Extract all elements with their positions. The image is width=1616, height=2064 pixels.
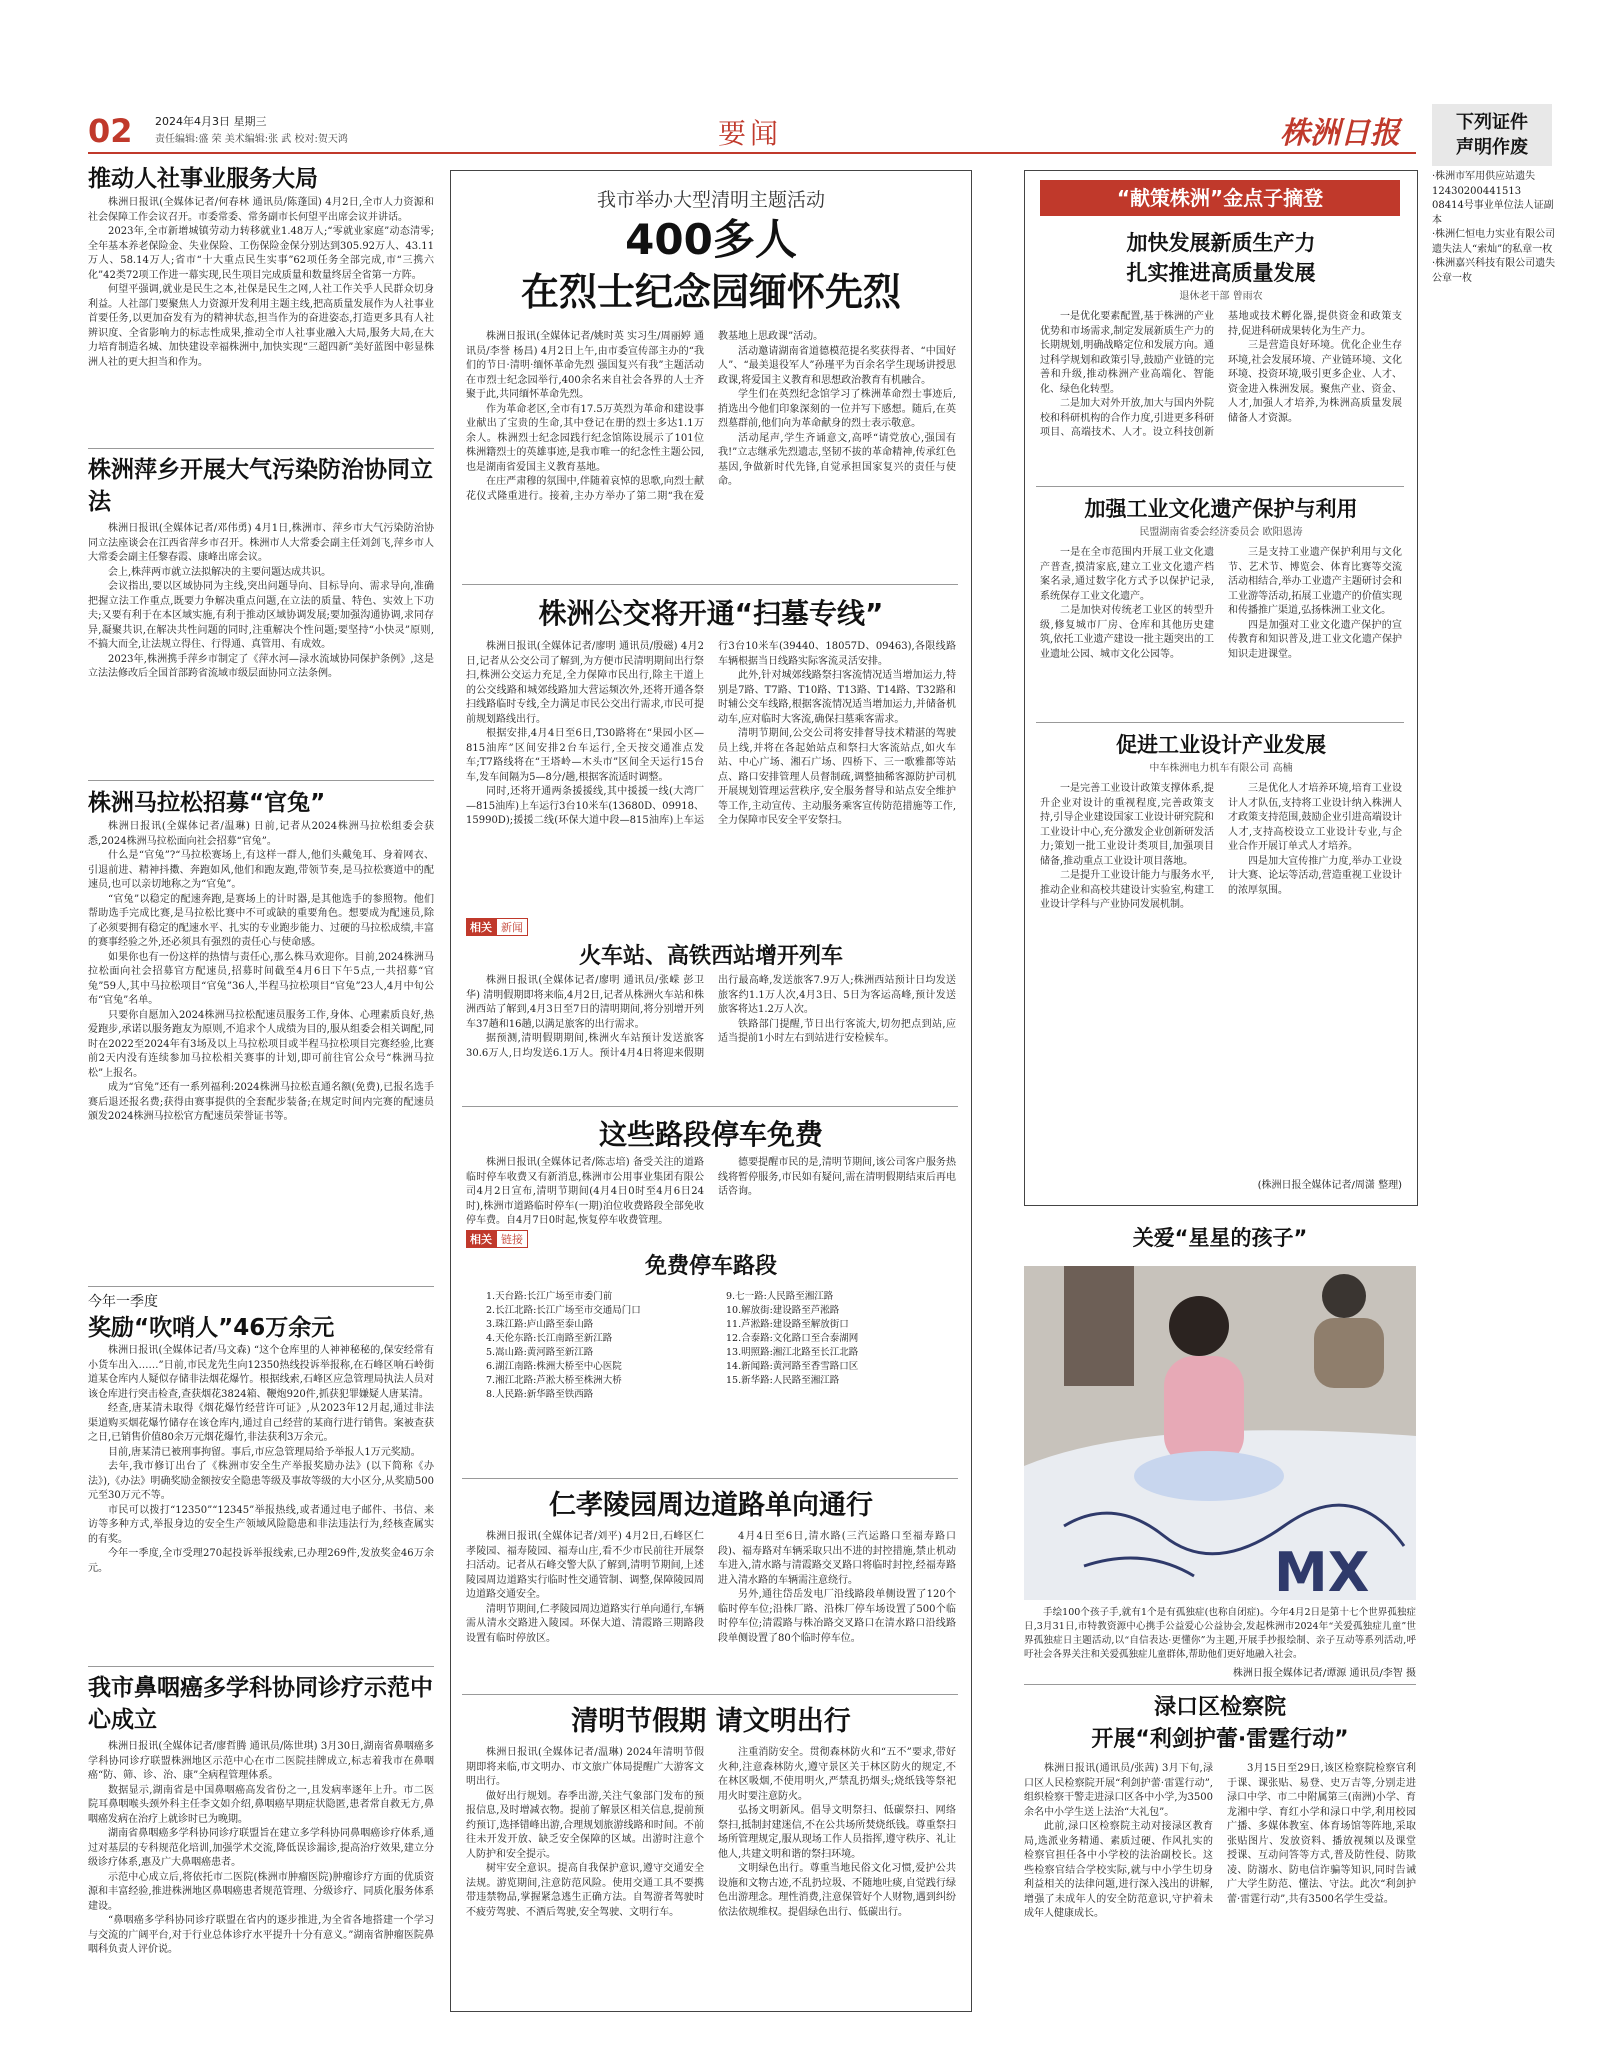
- paragraph: 另外,通往岱岳发电厂沿线路段单侧设置了120个临时停车位;沿株厂路、沿株厂停车场设置了500个临时停车位;清霞路与株冶路交叉路口在清水路口沿线路段单侧设置了80个临时停车位。: [718, 1589, 956, 1644]
- bus-body: [466, 640, 956, 829]
- divider: [462, 1478, 958, 1479]
- list-item: 6.湖江南路:株洲大桥至中心医院: [486, 1361, 622, 1372]
- paragraph: 二是提升工业设计能力与服务水平,推动企业和高校共建设计实验室,构建工业设计学科与产业协同发展机制。: [1040, 870, 1214, 910]
- article-title: 仁孝陵园周边道路单向通行: [549, 1490, 873, 1521]
- paragraph: 成为“官兔”还有一系列福利:2024株洲马拉松直通名额(免费),已报名选手赛后退还报名费;获得由赛事提供的全套配步装备;在规定时间内完赛的配速员颁发2024株洲马拉松官方配速员荣誉证书等。: [88, 1082, 434, 1122]
- paragraph: 株洲日报讯(通讯员/张茜) 3月下旬,渌口区人民检察院开展“利剑护蕾·雷霆行动”,组织检察干警走进渌口区各中小学,为3500余名中小学生送上法治“大礼包”。: [1024, 1763, 1213, 1818]
- list-item: 14.新闻路:黄河路至香雪路口区: [726, 1361, 859, 1372]
- paragraph: 2023年,株洲携手萍乡市制定了《萍水河—渌水流域协同保护条例》,这是立法法修改后全国首部跨省流域市级层面协同立法条例。: [88, 653, 434, 679]
- date-line: 2024年4月3日 星期三: [155, 115, 267, 128]
- lead-article: [466, 186, 956, 504]
- article-title: 火车站、高铁西站增开列车: [578, 944, 843, 969]
- list-item: 13.明照路:湘江北路至长江北路: [726, 1347, 859, 1358]
- list-title: 免费停车路段: [644, 1254, 777, 1279]
- paragraph: 三是营造良好环境。优化企业生存环境,社会发展环境、产业链环境、文化环境、投资环境,吸引更多企业、人才、资金进入株洲发展。聚焦产业、资金、人才,加强人才培养,为株洲高质量发展储备人才资源。: [1228, 340, 1402, 424]
- parking-body: [466, 1156, 956, 1229]
- article-marathon: [88, 786, 434, 1125]
- divider: [1036, 486, 1404, 487]
- paragraph: 只要你自愿加入2024株洲马拉松配速员服务工作,身体、心理素质良好,热爱跑步,承诺以服务跑友为原则,不追求个人成绩为目的,服从组委会相关调配,同时在2022至2024年有3场及以上马拉松项目或半程马拉松项目完赛经验,比赛前2天内没有连续参加马拉松相关赛事的计划,即可前往官公众号“株洲马拉松”上报名。: [88, 1009, 434, 1079]
- paragraph: “官兔”以稳定的配速奔跑,是赛场上的计时器,是其他选手的参照物。他们帮助选手完成比赛,是马拉松比赛中不可或缺的重要角色。想要成为配速员,除了必须要拥有稳定的配速水平、扎实的专业跑步能力、过硬的马拉松成绩,丰富的赛事经验之外,还必须具有强烈的责任心与使命感。: [88, 893, 434, 948]
- paragraph: 株洲日报讯(全媒体记者/廖明 通讯员/殷磁) 4月2日,记者从公交公司了解到,为方便市民清明期间出行祭扫,株洲公交运力充足,全力保障市民出行,除主干道上的公交线路和城郊线路加大营运频次外,还将开通各祭扫线路临时专线,全力满足市民公交出行需求,市民可提前规划路线出行。: [466, 641, 704, 725]
- article-air-pollution: [88, 454, 434, 682]
- byline: 中车株洲电力机车有限公司 高楠: [1149, 763, 1293, 774]
- article-procuratorate: [1024, 1692, 1416, 1922]
- civil-body: [466, 1746, 956, 1920]
- list-item: 2.长江北路:长江广场至市交通局门口: [486, 1305, 641, 1316]
- paragraph: 做好出行规划。春季出游,关注气象部门发布的预报信息,及时增减衣物。提前了解景区相关信息,提前预约预订,选择错峰出游,合理规划旅游线路和时间。不前往未开发开放、缺乏安全保障的区域。出游时注意个人防护和安全提示。: [466, 1790, 704, 1860]
- lead-kicker: 我市举办大型清明主题活动: [596, 189, 825, 211]
- paragraph: 会议指出,要以区域协同为主线,突出问题导向、目标导向、需求导向,准确把握立法工作重点,既要力争解决重点问题,在立法的质量、特色、实效上下功夫;又要有利于在本区域实施,有利于推动区域协调发展;要加强沟通协调,求同存异,凝聚共识,在解决共性问题的同时,注重解决个性问题;要坚持“小快灵”原则,不搞大而全,让法规立得住、行得通、真管用、有成效。: [88, 581, 434, 650]
- parking-road-list: [466, 1290, 956, 1402]
- notice-item: ·株洲嘉兴科技有限公司遗失公章一枚: [1432, 258, 1556, 284]
- cemetery-body: [466, 1530, 956, 1646]
- paragraph: 三是优化人才培养环境,培育工业设计人才队伍,支持将工业设计纳入株洲人才政策支持范围,鼓励企业引进高端设计人才,支持高校设立工业设计专业,与企业合作开展订单式人才培养。: [1228, 783, 1402, 852]
- paragraph: 据预测,清明假期期间,株洲火车站预计发送旅客30.6万人,日均发送6.1万人。预计4月4日将迎来假期出行最高峰,发送旅客7.9万人;株洲西站预计日均发送旅客约1.1万人次,4月3日、5日为客运高峰,预计发送旅客将达1.2万人次。: [466, 975, 956, 1059]
- idea-body: [1040, 782, 1402, 913]
- paragraph: 弘扬文明新风。倡导文明祭扫、低碳祭扫、网络祭扫,抵制封建迷信,不在公共场所焚烧纸钱。尊重祭扫场所管理规定,服从现场工作人员指挥,遵守秩序、礼让他人,共建文明和谐的祭扫环境。: [718, 1805, 956, 1860]
- divider: [462, 584, 958, 585]
- paragraph: 文明绿色出行。尊重当地民俗文化习惯,爱护公共设施和文物古迹,不乱扔垃圾、不随地吐痰,自觉践行绿色出游理念。理性消费,注意保管好个人财物,遇到纠纷依法依规维权。提倡绿色出行、低碳出行。: [718, 1863, 956, 1918]
- article-title: 清明节假期 请文明出行: [571, 1706, 851, 1737]
- paragraph: 3月15日至29日,该区检察院检察官利于课、课张贴、易登、史万吉等,分别走进渌口中学、市二中附属第三(南洲)小学、育龙湘中学、育红小学和渌口中学,利用校园广播、多媒体教室、体育场馆等阵地,采取张贴图片、发放资料、播放视频以及课堂授课、互动问答等方式,普及防性侵、防欺凌、防溺水、防电信诈骗等知识,同时告诫广大学生防范、懂法、守法。此次“利剑护蕾·雷霆行动”,共有3500名学生受益。: [1227, 1763, 1416, 1905]
- paragraph: 目前,唐某清已被刑事拘留。事后,市应急管理局给予举报人1万元奖励。: [108, 1446, 421, 1458]
- article-kicker: 今年一季度: [88, 1294, 158, 1310]
- paragraph: 学生们在英烈纪念馆学习了株洲革命烈士事迹后,捎选出今他们印象深刻的一位并写下感想。随后,在英烈墓群前,他们向为革命献身的烈士表示敬意。: [718, 389, 956, 429]
- lead-title-2: 在烈士纪念园缅怀先烈: [520, 270, 901, 314]
- paragraph: 树牢安全意识。提高自我保护意识,遵守交通安全法规。游览期间,注意防范风险。使用交通工具不要携带违禁物品,掌握紧急逃生正确方法。自驾游者驾驶时不疲劳驾驶、不酒后驾驶,安全驾驶、文明行车。: [466, 1863, 704, 1918]
- paragraph: 会上,株萍两市就立法拟解决的主要问题达成共识。: [108, 566, 332, 578]
- idea-body: [1040, 546, 1402, 662]
- paragraph: 活动尾声,学生齐诵意文,高呼“请党放心,强国有我!”立志继承先烈遗志,坚韧不拔的革命精神,传承红色基因,争做新时代先锋,自觉承担国家复兴的责任与使命。: [718, 432, 956, 487]
- procuratorate-body: [1024, 1762, 1416, 1922]
- divider: [462, 1694, 958, 1695]
- paragraph: 清明节期间,公交公司将安排督导技术精湛的驾驶员上线,并将在各起始站点和祭扫大客流站点,如火车站、中心广场、湘石广场、四桥下、三一歌雅都等站点、路口安排管理人员督制疏,调整抽稀客源防护司机开展规划管理运营秩序,安全服务督导和站点安全维护等工作,主动宣传、主动服务乘客宣传防范措施等工作,全力保障市民安全平安祭扫。: [718, 728, 956, 826]
- divider: [88, 1666, 434, 1667]
- list-item: 3.珠江路:庐山路至泰山路: [486, 1319, 594, 1330]
- paragraph: 活动邀请湖南省道德模范提名奖获得者、“中国好人”、“最美退役军人”孙瑾平为百余名学生现场讲授思政课,将爱国主义教育和思想政治教育有机融合。: [718, 345, 956, 386]
- paragraph: 数据显示,湖南省是中国鼻咽癌高发省份之一,且发病率逐年上升。市二医院耳鼻咽喉头颈外科主任李文如介绍,鼻咽癌早期症状隐匿,患者常自救无方,鼻咽癌发病在治疗上就诊时已为晚期。: [88, 1784, 434, 1825]
- divider: [88, 780, 434, 781]
- masthead-logo: 株洲日报: [1280, 116, 1400, 151]
- photo-story-title: 关爱“星星的孩子”: [1132, 1226, 1308, 1250]
- tag-related: 相关: [466, 918, 496, 936]
- paragraph: 株洲日报讯(全媒体记者/何春林 通讯员/陈蓬国) 4月2日,全市人力资源和社会保障工作会议召开。市委常委、常务副市长何望平出席会议并讲话。: [88, 197, 434, 223]
- header-rule: [88, 152, 1416, 154]
- photo-children-drawing: [1024, 1266, 1416, 1600]
- idea-industrial-design: [1040, 730, 1402, 913]
- article-title: 株洲公交将开通“扫墓专线”: [538, 597, 884, 630]
- paragraph: 今年一季度,全市受理270起投诉举报线索,已办理269件,发放奖金46万余元。: [88, 1548, 434, 1574]
- paragraph: 三是支持工业遗产保护利用与文化节、艺术节、博览会、体育比赛等交流活动相结合,举办工业遗产主题研讨会和工业游等活动,拓展工业遗产的价值实现和传播推广渠道,弘扬株洲工业文化。: [1228, 547, 1402, 616]
- related-news-tag: [466, 916, 528, 936]
- paragraph: 株洲日报讯(全媒体记者/陈志培) 备受关注的道路临时停车收费又有新消息,株洲市公用事业集团有限公司4月2日宣布,清明节期间(4月4日0时至4月6日24时),株洲市道路临时停车(一期)泊位收费路段全部免收停车费。自4月7日0时起,恢复停车收费管理。: [466, 1157, 704, 1226]
- article-title-2: 扎实推进高质量发展: [1126, 261, 1316, 285]
- article-title: 推动人社事业服务大局: [88, 166, 318, 192]
- paragraph: 去年,我市修订出台了《株洲市安全生产举报奖励办法》(以下简称《办法》),《办法》明确奖励金额按安全隐患等级及事故等级的大小区分,从奖励500元至30万元不等。: [88, 1461, 434, 1501]
- notice-item: ·株洲仁恒电力实业有限公司遗失法人“索灿”的私章一枚: [1432, 229, 1556, 255]
- svg-text:MX: MX: [1274, 1541, 1370, 1600]
- paragraph: 根据安排,4月4日至6日,T30路将在“果园小区—815油库”区间安排2台车运行,全天按交通准点发车;T7路线将在“王塔岭—木头市”区间全天运行15台车,发车间隔为5—8分/趟,根据客流适时调整。: [466, 728, 704, 783]
- paragraph: 作为革命老区,全市有17.5万英烈为革命和建设事业献出了宝贵的生命,其中登记在册的烈士多达1.1万余人。株洲烈士纪念园践行纪念馆陈设展示了101位株洲籍烈士的英雄事迹,是我市唯一的纪念性主题公园,也是湖南省爱国主义教育基地。: [466, 403, 704, 473]
- divider: [462, 1106, 958, 1107]
- divider: [88, 448, 434, 449]
- article-title-2: 开展“利剑护蕾·雷霆行动”: [1091, 1727, 1349, 1752]
- byline: 退休老干部 曾雨农: [1179, 291, 1263, 302]
- article-title: 株洲萍乡开展大气污染防治协同立法: [88, 457, 433, 515]
- paragraph: 注重消防安全。贯彻森林防火和“五不”要求,带好火种,注意森林防火,遵守景区关于林区防火的规定,不在林区吸烟,不使用明火,严禁乱扔烟头;烧纸钱等祭祀用火时要注意防火。: [718, 1747, 956, 1802]
- article-trains: [466, 940, 956, 1061]
- article-title: 促进工业设计产业发展: [1116, 733, 1326, 757]
- paragraph: 株洲日报讯(全媒体记者/温琳) 2024年清明节假期即将来临,市文明办、市文旅广体局提醒广大游客文明出行。: [466, 1747, 704, 1787]
- byline: 民盟湖南省委会经济委员会 欧阳恩涛: [1139, 527, 1303, 538]
- list-item: 5.嵩山路:黄河路至新江路: [486, 1347, 594, 1358]
- paragraph: 株洲日报讯(全媒体记者/廖明 通讯员/张嵘 彭卫华) 清明假期即将来临,4月2日,记者从株洲火车站和株洲西站了解到,4月3日至7日的清明期间,将分别增开列车37趟和16趟,以满足旅客的出行需求。: [466, 975, 704, 1030]
- article-parking: [466, 1114, 956, 1229]
- paragraph: 四是加强对工业文化遗产保护的宣传教育和知识普及,进工业文化遗产保护知识走进课堂。: [1228, 619, 1402, 660]
- tag-related: 相关: [466, 1230, 496, 1248]
- paragraph: 清明节期间,仁孝陵园周边道路实行单向通行,车辆需从清水交路进入陵园。环保大道、清霞路三期路段设置有临时停放区。: [466, 1603, 704, 1644]
- paragraph: 在庄严肃穆的氛围中,伴随着哀悼的思歌,向烈士献花仪式隆重进行。接着,主办方举办了第二期“我在爱教基地上思政课”活动。: [466, 331, 824, 502]
- paragraph: 株洲日报讯(全媒体记者/廖哲腾 通讯员/陈世琪) 3月30日,湖南省鼻咽癌多学科协同诊疗联盟株洲地区示范中心在市二医院挂牌成立,标志着我市在鼻咽癌“防、筛、诊、治、康”全病程管理体系。: [88, 1741, 434, 1781]
- free-parking-list: [466, 1250, 956, 1402]
- notice-box: [1432, 104, 1552, 166]
- article-title: 这些路段停车免费: [598, 1118, 823, 1151]
- paragraph: 何望平强调,就业是民生之本,社保是民生之网,人社工作关乎人民群众切身利益。人社部门要聚焦人力资源开发利用主题主线,把高质量发展作为人社事业首要任务,以更加奋发有为的精神状态,担当作为的奋进姿态,打造更多具有人社辨识度、全省影响力的标志性成果,推动全市人社事业融入大局,服务大局,在大力培育制造名城、加快建设幸福株洲中,加快实现“三超四新”美好蓝图中彰显株洲人社的更大担当和作为。: [88, 284, 434, 368]
- paragraph: 一是优化要素配置,基于株洲的产业优势和市场需求,制定发展新质生产力的长期规划,明确战略定位和发展方向。通过科学规划和政策引导,鼓励产业链的完善和升级,推动株洲产业高端化、智能化、绿色化转型。: [1040, 311, 1214, 395]
- article-title: 我市鼻咽癌多学科协同诊疗示范中心成立: [88, 1675, 433, 1733]
- article-civil-travel: [466, 1702, 956, 1920]
- notice-title-1: 下列证件: [1456, 112, 1528, 133]
- lead-body: [466, 330, 956, 504]
- tag-news: 新闻: [496, 918, 528, 936]
- article-whistleblower: [88, 1292, 434, 1576]
- article-bus: [466, 592, 956, 829]
- paragraph: 株洲日报讯(全媒体记者/邓伟勇) 4月1日,株洲市、萍乡市大气污染防治协同立法座谈会在江西省萍乡市召开。株洲市人大常委会副主任刘剑飞,萍乡市人大常委会副主任黎春霞、康峰出席会议。: [88, 523, 434, 563]
- children-drawing-illustration: [1024, 1266, 1416, 1600]
- divider: [1036, 722, 1404, 723]
- page-number: 02: [88, 112, 133, 150]
- paragraph: 二是加大对外开放,加大与国内外院校和科研机构的合作力度,引进更多科研项目、高端技术、人才。设立科技创新基地或技术孵化器,提供资金和政策支持,促进科研成果转化为生产力。: [1040, 311, 1402, 438]
- paragraph: 此前,渌口区检察院主动对接渌区教育局,选派业务精通、素质过硬、作风扎实的检察官担任各中小学校的法治副校长。这些检察官结合学校实际,就与中小学生切身利益相关的法律问题,进行深入浅出的讲解,增强了未成年人的安全防范意识,守护着未成年人健康成长。: [1024, 1821, 1213, 1919]
- paragraph: 一是完善工业设计政策支撑体系,提升企业对设计的重视程度,完善政策支持,引导企业建设国家工业设计研究院和工业设计中心,充分激发企业创新研发活力;策划一批工业设计类项目,加强项目储备,推动重点工业设计项目落地。: [1040, 783, 1214, 867]
- paragraph: 4月4日至6日,清水路(三汽运路口至福寿路口段)、福寿路对车辆采取只出不进的封控措施,禁止机动车进入,清水路与清霞路交叉路口将临时封控,经福寿路进入清水路的车辆需注意绕行。: [718, 1531, 956, 1586]
- paragraph: 株洲日报讯(全媒体记者/温琳) 日前,记者从2024株洲马拉松组委会获悉,2024株洲马拉松面向社会招募“官兔”。: [88, 821, 434, 847]
- paragraph: 四是加大宣传推广力度,举办工业设计大赛、论坛等活动,营造重视工业设计的浓厚氛围。: [1228, 855, 1402, 896]
- article-cemetery-roads: [466, 1486, 956, 1646]
- photo-credit: 株洲日报全媒体记者/谭源 通讯员/李智 摄: [1232, 1668, 1416, 1679]
- paragraph: 2023年,全市新增城镇劳动力转移就业1.48万人;“零就业家庭”动态清零;全年基本养老保险金、失业保险、工伤保险金保分别达到305.92万人、43.11万人、58.14万人;省市“十大重点民生实事”62项任务全部完成,市“三携六化”42类72项工作进一幕实现,民生项目完成质量和数量终居全省第一方阵。: [88, 226, 434, 281]
- idea-industrial-heritage: [1040, 494, 1402, 662]
- list-item: 1.天台路:长江广场至市委门前: [486, 1291, 613, 1302]
- article-cancer-center: [88, 1672, 434, 1958]
- paragraph: 经查,唐某清未取得《烟花爆竹经营许可证》,从2023年12月起,通过非法渠道购买烟花爆竹储存在该仓库内,通过自己经营的某商行进行销售。案被查获之日,已销售价值80余万元烟花爆竹,非法获利3万余元。: [88, 1403, 434, 1443]
- article-title-1: 渌口区检察院: [1153, 1695, 1286, 1720]
- list-item: 4.天伦东路:长江南路至新江路: [486, 1333, 613, 1344]
- ideas-signoff: (株洲日报全媒体记者/周潇 整理): [1257, 1180, 1402, 1191]
- divider: [1024, 1684, 1416, 1685]
- list-item: 15.新华路:人民路至湘江路: [726, 1375, 840, 1386]
- article-title: 加强工业文化遗产保护与利用: [1084, 497, 1358, 521]
- paragraph: 湖南省鼻咽癌多学科协同诊疗联盟旨在建立多学科协同鼻咽癌诊疗体系,通过对基层的专科规范化培训,加强学术交流,降低误诊漏诊,提高治疗效果,建立分级诊疗体系,惠及广大鼻咽癌患者。: [88, 1828, 434, 1868]
- list-item: 11.芦淞路:建设路至解放街口: [726, 1319, 849, 1330]
- ideas-banner: “献策株洲”金点子摘登: [1040, 180, 1400, 216]
- article-hr-meeting: [88, 162, 434, 370]
- paragraph: 二是加快对传统老工业区的转型升级,修复城市厂房、仓库和其他历史建筑,依托工业遗产建设一批主题突出的工业遗址公园、城市文化公园等。: [1040, 605, 1214, 660]
- paragraph: 株洲日报讯(全媒体记者/姚时英 实习生/周丽婷 通讯员/李誉 杨昌) 4月2日上午,由市委宣传部主办的“我们的节日·清明·缅怀革命先烈 强国复兴有我”主题活动在市烈士纪念园举行,400余名来自社会各界的人士齐聚于此,共同缅怀革命先烈。: [466, 331, 704, 400]
- lead-title-1: 400多人: [625, 215, 797, 264]
- list-item: 9.七一路:人民路至湘江路: [726, 1291, 834, 1302]
- notice-title-2: 声明作废: [1456, 137, 1528, 158]
- tag-link: 链接: [496, 1230, 528, 1248]
- related-link-tag: [466, 1228, 528, 1248]
- list-item: 12.合泰路:文化路口至合泰湖网: [726, 1333, 859, 1344]
- idea-body: [1040, 310, 1402, 441]
- article-title-1: 加快发展新质生产力: [1126, 231, 1316, 255]
- section-title: 要闻: [718, 117, 783, 150]
- paragraph: 市民可以拨打“12350”“12345”举报热线,或者通过电子邮件、书信、来访等多种方式,举报身边的安全生产领域风险隐患和非法违法行为,经核查属实的有奖。: [88, 1504, 434, 1545]
- paragraph: 德要提醒市民的是,清明节期间,该公司客户服务热线将暂停服务,市民如有疑问,需在清明假期结束后再电话咨询。: [718, 1157, 956, 1197]
- paragraph: 示范中心成立后,将依托市二医院(株洲市肿瘤医院)肿瘤诊疗方面的优质资源和丰富经验,推进株洲地区鼻咽癌患者规范管理、分级诊疗、同质化服务体系建设。: [88, 1871, 434, 1912]
- list-item: 10.解放街:建设路至芦淞路: [726, 1305, 840, 1316]
- paragraph: 如果你也有一份这样的热情与责任心,那么株马欢迎你。目前,2024株洲马拉松面向社会招募官方配速员,招募时间截至4月6日下午5点,一共招募“官兔”59人,其中马拉松项目“官兔”36人,半程马拉松项目“官兔”23人,4月中旬公布“官兔”名单。: [88, 951, 434, 1006]
- list-item: 7.湘江北路:芦淞大桥至株洲大桥: [486, 1375, 622, 1386]
- divider: [88, 1286, 434, 1287]
- list-item: 8.人民路:新华路至铁西路: [486, 1389, 594, 1400]
- trains-body: [466, 974, 956, 1061]
- paragraph: 同时,还将开通两条援援线,其中援援一线(大湾厂—815油库)上车运行3台10米车(13680D、09918、15990D);援援二线(环保大道中段—815油库)上车运行3台10米车(39440、18057D、09463),各限线路车辆根据当日线路实际客流灵活安排。: [466, 641, 956, 826]
- notice-item: ·株洲市军用供应站遗失12430200441513 08414号事业单位法人证副本: [1432, 171, 1554, 226]
- paragraph: 株洲日报讯(全媒体记者/马文森) “这个仓库里的人神神秘秘的,保安经常有小货车出入……”日前,市民龙先生向12350热线投诉举报称,在石峰区响石岭街道某仓库内人疑似存储非法烟花爆竹。根据线索,石峰区应急管理局执法人员对该仓库进行突击检查,查获烟花3824箱、鞭炮920件,抓获犯罪嫌疑人唐某清。: [88, 1345, 434, 1400]
- paragraph: 株洲日报讯(全媒体记者/刘平) 4月2日,石峰区仁孝陵园、福寿陵园、福寿山庄,看不少市民前往开展祭扫活动。记者从石峰交警大队了解到,清明节期间,上述陵园周边道路实行临时性交通管制、调整,保障陵园周边道路交通安全。: [466, 1531, 704, 1600]
- article-title: 株洲马拉松招募“官兔”: [88, 790, 326, 816]
- photo-caption: 手绘100个孩子手,就有1个是有孤独症(也称自闭症)。今年4月2日是第十七个世界孤独症日,3月31日,市特教资源中心携手公益爱心公益协会,发起株洲市2024年“关爱孤独症儿童”世界孤独症日主题活动,以“自信表达·更懂你”为主题,开展手抄报绘制、亲子互动等系列活动,呼吁社会各界关注和关爱孤独症儿童群体,帮助他们更好地融入社会。: [1024, 1607, 1416, 1660]
- paragraph: 一是在全市范围内开展工业文化遗产普查,摸清家底,建立工业文化遗产档案名录,通过数字化方式予以保护记录,系统保存工业文化遗产。: [1040, 547, 1214, 602]
- editors-line: 责任编辑:盛 荣 美术编辑:张 武 校对:贺天鸿: [155, 134, 348, 145]
- paragraph: 铁路部门提醒,节日出行客流大,切勿把点到站,应适当提前1小时左右到站进行安检候车。: [718, 1018, 956, 1044]
- paragraph: 此外,针对城郊线路祭扫客流情况适当增加运力,特别是7路、T7路、T10路、T13路、T14路、T32路和时辅公交车线路,根据客流情况适当增加运力,并储备机动车,应对临时大客流,确保扫墓乘客需求。: [718, 670, 956, 725]
- idea-new-productivity: [1040, 228, 1402, 441]
- paragraph: “鼻咽癌多学科协同诊疗联盟在省内的逐步推进,为全省各地搭建一个学习与交流的广阔平台,对于行业总体诊疗水平提升十分有意义。”湖南省肿瘤医院鼻咽科负责人评价说。: [88, 1915, 434, 1955]
- article-title: 奖励“吹哨人”46万余元: [88, 1315, 335, 1341]
- paragraph: 什么是“官兔”?“马拉松赛场上,有这样一群人,他们头戴兔耳、身着网衣、引退前进、精神抖擞、奔跑如风,他们和跑友跑,带领节奏,是马拉松赛道中的配速员,也可以亲切地称之为“官兔”。: [88, 850, 434, 890]
- notice-list: [1432, 170, 1556, 286]
